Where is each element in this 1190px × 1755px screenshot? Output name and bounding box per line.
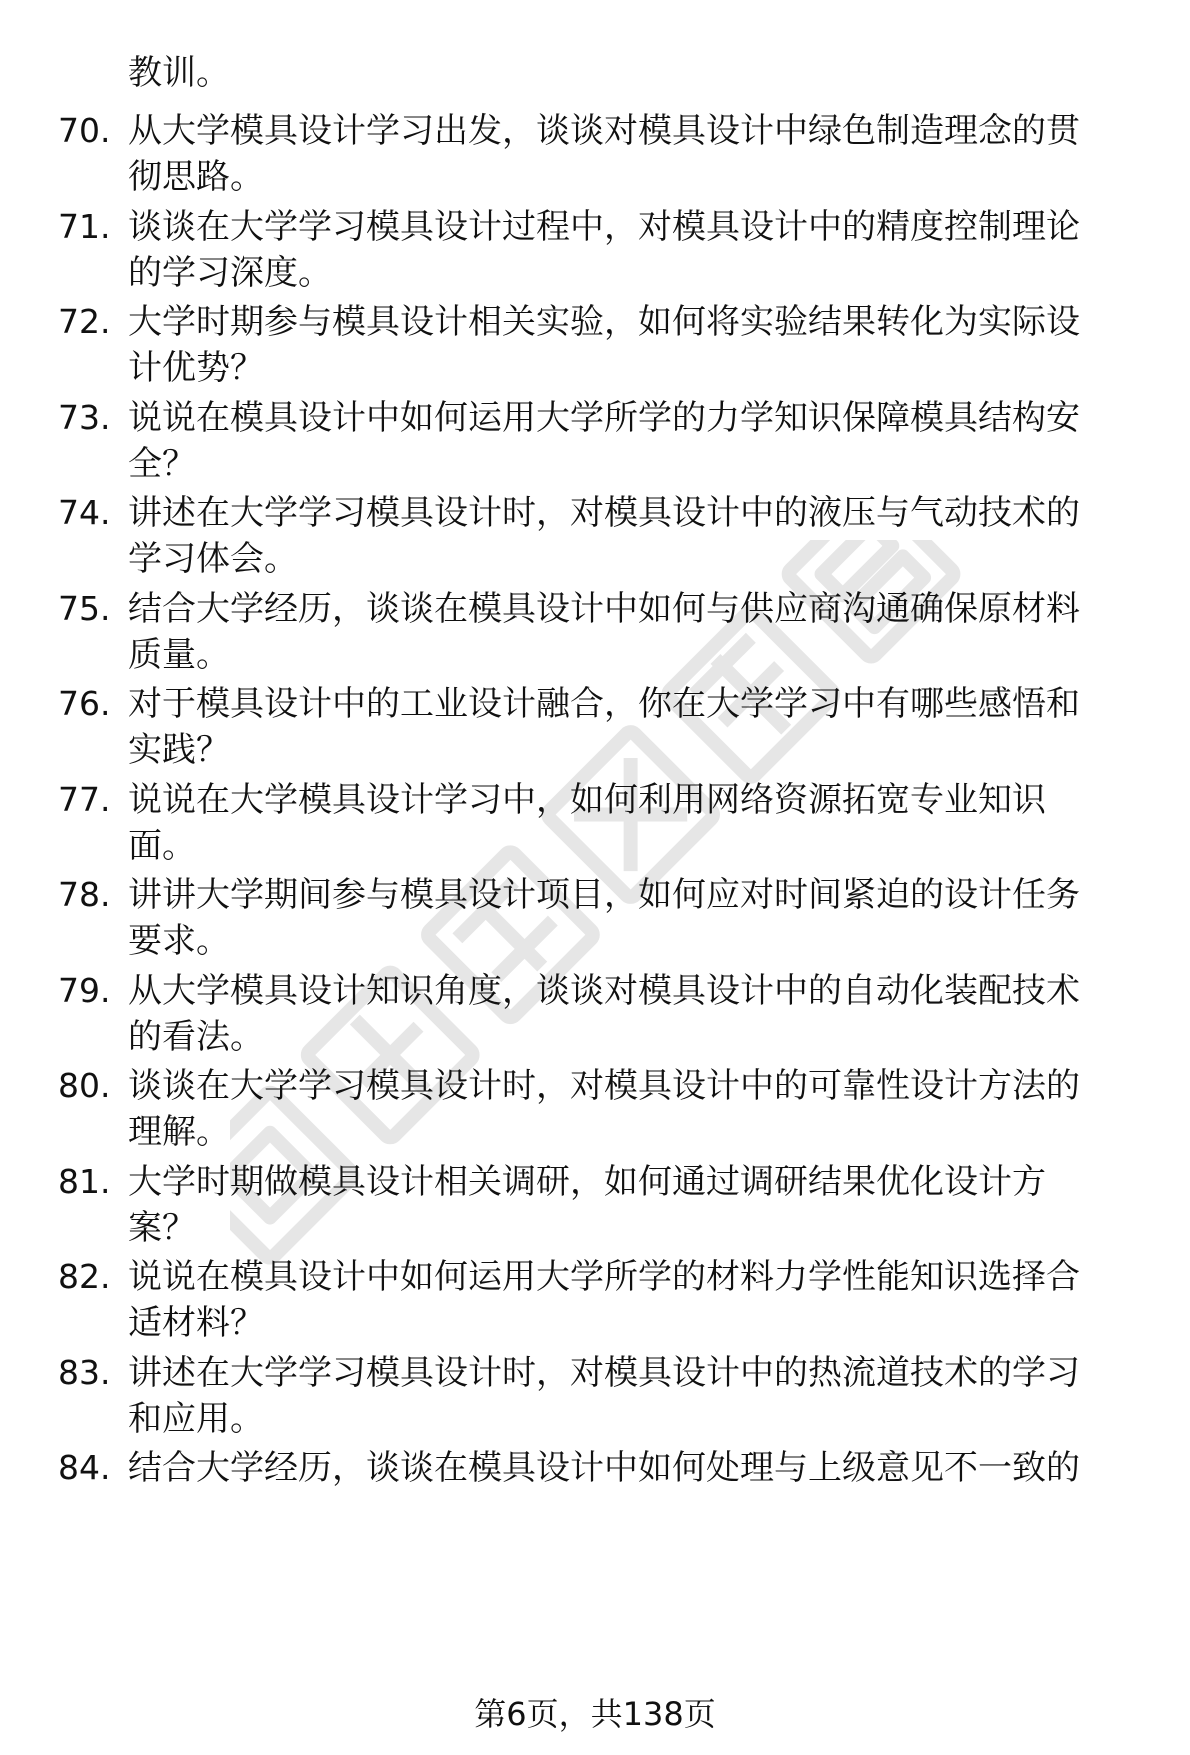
item-number: 76.: [58, 684, 111, 723]
list-item: [58, 108, 1158, 200]
item-text-line: 和应用。: [128, 1399, 264, 1439]
page-footer: 第6页，共138页: [474, 1695, 716, 1733]
item-text-line: 全？: [128, 444, 196, 484]
item-number: 78.: [58, 875, 111, 914]
list-item: [58, 1350, 1158, 1442]
item-number: 71.: [58, 207, 111, 246]
item-text-line: 对于模具设计中的工业设计融合，你在大学学习中有哪些感悟和: [128, 684, 1080, 724]
item-number: 82.: [58, 1257, 111, 1296]
item-text-line: 说说在模具设计中如何运用大学所学的材料力学性能知识选择合: [128, 1257, 1080, 1297]
item-text-line: 讲讲大学期间参与模具设计项目，如何应对时间紧迫的设计任务: [128, 875, 1080, 915]
item-number: 84.: [58, 1448, 111, 1487]
item-text-line: 实践？: [128, 730, 230, 770]
item-text: [128, 968, 1190, 1060]
list-item: [58, 1063, 1158, 1155]
item-text-line: 从大学模具设计知识角度，谈谈对模具设计中的自动化装配技术: [128, 971, 1080, 1011]
item-text-line: 讲述在大学学习模具设计时，对模具设计中的热流道技术的学习: [128, 1353, 1080, 1393]
item-text-line: 大学时期参与模具设计相关实验，如何将实验结果转化为实际设: [128, 302, 1080, 342]
item-text: [128, 681, 1190, 773]
item-text-line: 适材料？: [128, 1303, 264, 1343]
list-item: [58, 1159, 1158, 1251]
item-text: [128, 108, 1190, 200]
item-number: 75.: [58, 589, 111, 628]
item-text-line: 说说在大学模具设计学习中，如何利用网络资源拓宽专业知识: [128, 780, 1046, 820]
item-text-line: 说说在模具设计中如何运用大学所学的力学知识保障模具结构安: [128, 398, 1080, 438]
item-text: [128, 395, 1190, 487]
item-text-line: 的看法。: [128, 1017, 264, 1057]
item-text-line: 谈谈在大学学习模具设计过程中，对模具设计中的精度控制理论: [128, 207, 1080, 247]
item-text-line: 的学习深度。: [128, 253, 332, 293]
item-number: 81.: [58, 1162, 111, 1201]
list-item: [58, 872, 1158, 964]
list-item: [58, 490, 1158, 582]
item-text-line: 从大学模具设计学习出发，谈谈对模具设计中绿色制造理念的贯: [128, 111, 1080, 151]
list-item: [58, 681, 1158, 773]
item-text-line: 大学时期做模具设计相关调研，如何通过调研结果优化设计方: [128, 1162, 1046, 1202]
item-text-line: 结合大学经历，谈谈在模具设计中如何处理与上级意见不一致的: [128, 1448, 1080, 1488]
item-text: [128, 872, 1190, 964]
list-item: [58, 968, 1158, 1060]
item-text: [128, 1159, 1190, 1251]
item-text-line: 结合大学经历，谈谈在模具设计中如何与供应商沟通确保原材料: [128, 589, 1080, 629]
list-item: [58, 1254, 1158, 1346]
item-number: 73.: [58, 398, 111, 437]
item-text-line: 谈谈在大学学习模具设计时，对模具设计中的可靠性设计方法的: [128, 1066, 1080, 1106]
item-text: [128, 1445, 1190, 1491]
continuation-text: 教训。: [128, 53, 230, 93]
item-number: 80.: [58, 1066, 111, 1105]
item-text-line: 理解。: [128, 1112, 230, 1152]
list-item: [58, 204, 1158, 296]
item-text: [128, 1350, 1190, 1442]
list-item: [58, 395, 1158, 487]
item-text-line: 案？: [128, 1208, 196, 1248]
list-item: [58, 299, 1158, 391]
item-text: [128, 299, 1190, 391]
item-text-line: 彻思路。: [128, 157, 264, 197]
item-text: [128, 204, 1190, 296]
item-number: 72.: [58, 302, 111, 341]
item-text-line: 面。: [128, 826, 196, 866]
item-text: [128, 1254, 1190, 1346]
item-text-line: 讲述在大学学习模具设计时，对模具设计中的液压与气动技术的: [128, 493, 1080, 533]
item-text: [128, 586, 1190, 678]
item-text: [128, 777, 1190, 869]
item-text: [128, 1063, 1190, 1155]
list-item: [58, 586, 1158, 678]
item-text-line: 学习体会。: [128, 539, 298, 579]
item-number: 79.: [58, 971, 111, 1010]
item-number: 77.: [58, 780, 111, 819]
list-item: [58, 777, 1158, 869]
item-text-line: 质量。: [128, 635, 230, 675]
item-number: 83.: [58, 1353, 111, 1392]
item-number: 70.: [58, 111, 111, 150]
item-text-line: 要求。: [128, 921, 230, 961]
item-text-line: 计优势？: [128, 348, 264, 388]
item-text: [128, 490, 1190, 582]
list-item: [58, 1445, 1158, 1537]
item-number: 74.: [58, 493, 111, 532]
